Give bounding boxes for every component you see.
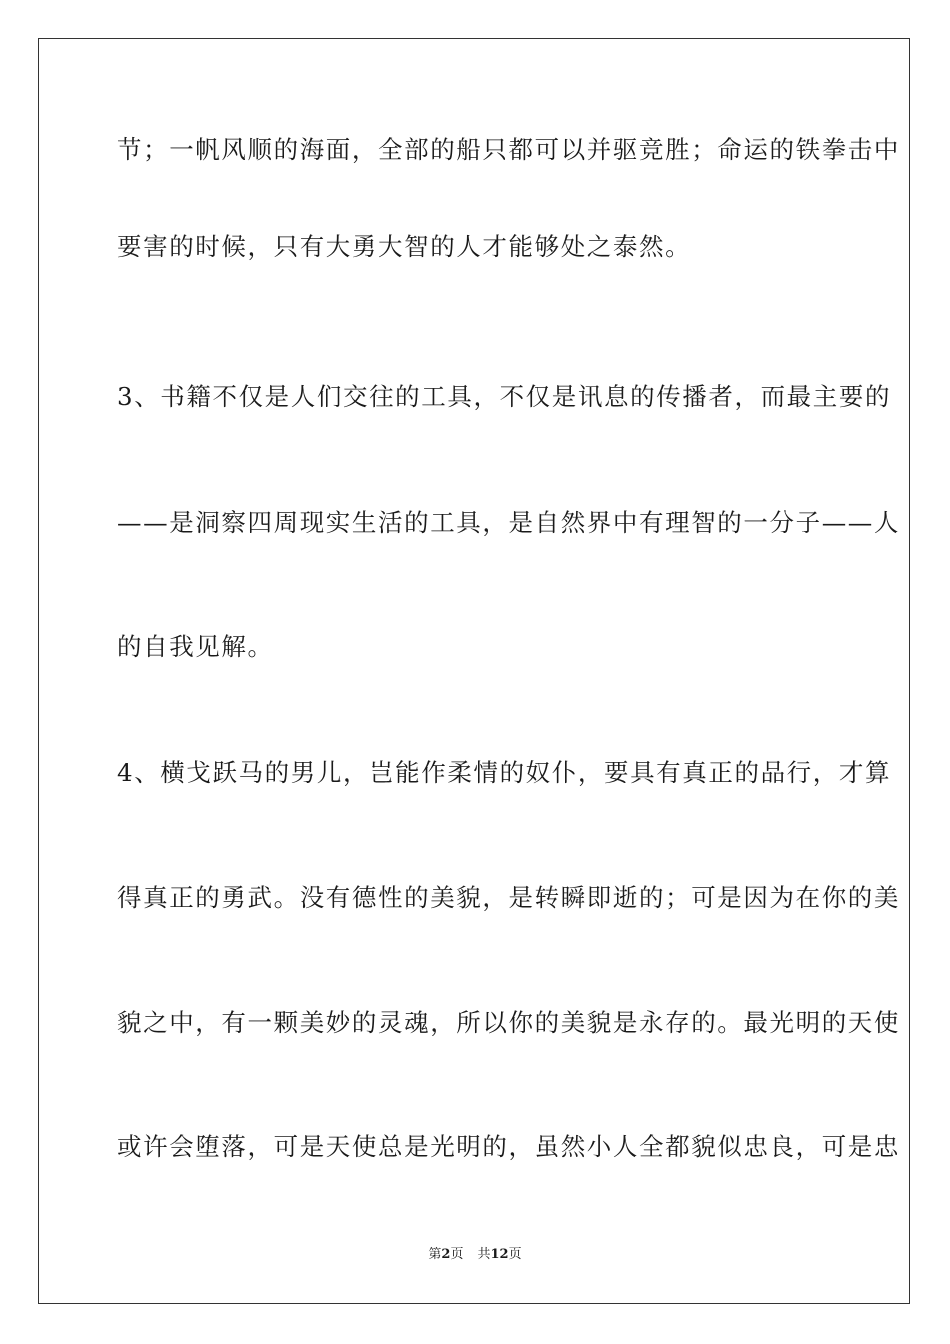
text-line-7: 得真正的勇武。没有德性的美貌，是转瞬即逝的；可是因为在你的美 (117, 883, 900, 912)
page-suffix: 页 (450, 1247, 464, 1262)
text-line-3: 3、书籍不仅是人们交往的工具，不仅是讯息的传播者，而最主要的 (117, 382, 892, 411)
total-prefix: 共 (477, 1247, 491, 1262)
page-prefix: 第 (428, 1247, 442, 1262)
page-footer (0, 1246, 950, 1264)
text-line-5: 的自我见解。 (117, 632, 274, 661)
total-pages: 12 (490, 1247, 509, 1262)
text-line-4: ——是洞察四周现实生活的工具，是自然界中有理智的一分子——人 (117, 508, 900, 537)
text-line-8: 貌之中，有一颗美妙的灵魂，所以你的美貌是永存的。最光明的天使 (117, 1008, 900, 1037)
text-line-2: 要害的时候，只有大勇大智的人才能够处之泰然。 (117, 232, 692, 261)
page-number: 2 (441, 1247, 451, 1262)
total-suffix: 页 (508, 1247, 522, 1262)
text-line-9: 或许会堕落，可是天使总是光明的，虽然小人全都貌似忠良，可是忠 (117, 1132, 900, 1161)
text-line-1: 节；一帆风顺的海面，全部的船只都可以并驱竞胜；命运的铁拳击中 (117, 135, 900, 164)
text-line-6: 4、横戈跃马的男儿，岂能作柔情的奴仆，要具有真正的品行，才算 (117, 758, 892, 787)
page-border (38, 38, 910, 1304)
